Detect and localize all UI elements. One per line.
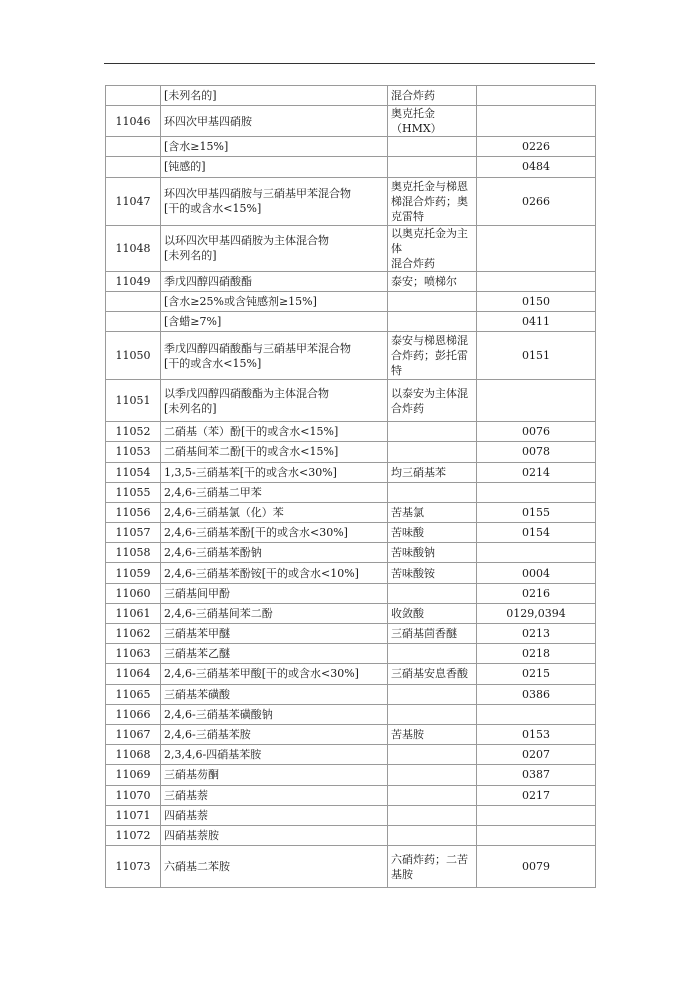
un-number-cell xyxy=(106,137,161,157)
table-row xyxy=(106,745,596,765)
code-cell: 0154 xyxy=(477,523,596,543)
product-name-cell: 以季戊四醇四硝酸酯为主体混合物 [未列名的] xyxy=(161,380,388,422)
un-number-cell: 11062 xyxy=(106,624,161,644)
table-row xyxy=(106,482,596,502)
alias-cell xyxy=(388,684,477,704)
product-name-cell: [含蜡≥7%] xyxy=(161,311,388,331)
code-cell: 0004 xyxy=(477,563,596,583)
un-number-cell: 11061 xyxy=(106,603,161,623)
alias-cell: 均三硝基苯 xyxy=(388,462,477,482)
un-number-cell: 11063 xyxy=(106,644,161,664)
un-number-cell: 11056 xyxy=(106,502,161,522)
product-name-cell: 2,4,6-三硝基氯（化）苯 xyxy=(161,502,388,522)
un-number-cell: 11048 xyxy=(106,225,161,271)
alias-cell: 收敛酸 xyxy=(388,603,477,623)
code-cell: 0217 xyxy=(477,785,596,805)
code-cell xyxy=(477,704,596,724)
code-cell: 0153 xyxy=(477,724,596,744)
alias-cell: 混合炸药 xyxy=(388,86,477,106)
alias-cell xyxy=(388,442,477,462)
un-number-cell: 11066 xyxy=(106,704,161,724)
product-name-cell: 2,4,6-三硝基二甲苯 xyxy=(161,482,388,502)
product-name-cell: [含水≥15%] xyxy=(161,137,388,157)
un-number-cell: 11067 xyxy=(106,724,161,744)
alias-cell xyxy=(388,137,477,157)
dangerous-goods-table xyxy=(105,85,596,888)
product-name-cell: [钝感的] xyxy=(161,157,388,177)
table-row xyxy=(106,704,596,724)
code-cell: 0216 xyxy=(477,583,596,603)
alias-cell: 苦味酸钠 xyxy=(388,543,477,563)
alias-cell xyxy=(388,704,477,724)
un-number-cell: 11058 xyxy=(106,543,161,563)
product-name-cell: 以环四次甲基四硝胺为主体混合物 [未列名的] xyxy=(161,225,388,271)
table-row xyxy=(106,225,596,271)
code-cell: 0129,0394 xyxy=(477,603,596,623)
un-number-cell xyxy=(106,311,161,331)
code-cell: 0207 xyxy=(477,745,596,765)
alias-cell: 苦味酸铵 xyxy=(388,563,477,583)
table-row xyxy=(106,291,596,311)
un-number-cell: 11053 xyxy=(106,442,161,462)
table-row xyxy=(106,380,596,422)
product-name-cell: 季戊四醇四硝酸酯 xyxy=(161,271,388,291)
product-name-cell: 三硝基苯甲醚 xyxy=(161,624,388,644)
alias-cell: 三硝基安息香酸 xyxy=(388,664,477,684)
alias-cell: 苦基胺 xyxy=(388,724,477,744)
product-name-cell: 2,4,6-三硝基苯酚铵[干的或含水<10%] xyxy=(161,563,388,583)
product-name-cell: 2,4,6-三硝基间苯二酚 xyxy=(161,603,388,623)
product-name-cell: 三硝基苯乙醚 xyxy=(161,644,388,664)
header-rule xyxy=(104,63,595,64)
un-number-cell: 11057 xyxy=(106,523,161,543)
un-number-cell: 11060 xyxy=(106,583,161,603)
alias-cell: 苦味酸 xyxy=(388,523,477,543)
alias-cell: 苦基氯 xyxy=(388,502,477,522)
code-cell: 0150 xyxy=(477,291,596,311)
un-number-cell: 11054 xyxy=(106,462,161,482)
code-cell xyxy=(477,825,596,845)
un-number-cell: 11071 xyxy=(106,805,161,825)
alias-cell xyxy=(388,157,477,177)
code-cell xyxy=(477,805,596,825)
un-number-cell: 11046 xyxy=(106,106,161,137)
table-row xyxy=(106,332,596,380)
table-row xyxy=(106,157,596,177)
table-row xyxy=(106,311,596,331)
alias-cell: 泰安与梯恩梯混合炸药；彭托雷特 xyxy=(388,332,477,380)
table-row xyxy=(106,422,596,442)
table-row xyxy=(106,106,596,137)
product-name-cell: 2,4,6-三硝基苯酚[干的或含水<30%] xyxy=(161,523,388,543)
alias-cell xyxy=(388,785,477,805)
un-number-cell: 11065 xyxy=(106,684,161,704)
product-name-cell: 环四次甲基四硝胺与三硝基甲苯混合物 [干的或含水<15%] xyxy=(161,177,388,225)
un-number-cell: 11064 xyxy=(106,664,161,684)
un-number-cell: 11059 xyxy=(106,563,161,583)
product-name-cell: 1,3,5-三硝基苯[干的或含水<30%] xyxy=(161,462,388,482)
code-cell: 0079 xyxy=(477,846,596,888)
alias-cell xyxy=(388,422,477,442)
alias-cell xyxy=(388,825,477,845)
product-name-cell: 2,4,6-三硝基苯甲酸[干的或含水<30%] xyxy=(161,664,388,684)
un-number-cell: 11049 xyxy=(106,271,161,291)
un-number-cell: 11047 xyxy=(106,177,161,225)
table-row xyxy=(106,462,596,482)
code-cell xyxy=(477,543,596,563)
alias-cell: 奥克托金与梯恩梯混合炸药；奥克雷特 xyxy=(388,177,477,225)
product-name-cell: [含水≥25%或含钝感剂≥15%] xyxy=(161,291,388,311)
alias-cell: 泰安；喷梯尔 xyxy=(388,271,477,291)
un-number-cell: 11052 xyxy=(106,422,161,442)
product-name-cell: 二硝基（苯）酚[干的或含水<15%] xyxy=(161,422,388,442)
table-row xyxy=(106,137,596,157)
alias-cell xyxy=(388,311,477,331)
code-cell xyxy=(477,271,596,291)
product-name-cell: 季戊四醇四硝酸酯与三硝基甲苯混合物 [干的或含水<15%] xyxy=(161,332,388,380)
table-row xyxy=(106,86,596,106)
table-row xyxy=(106,624,596,644)
un-number-cell: 11055 xyxy=(106,482,161,502)
product-name-cell: 2,4,6-三硝基苯胺 xyxy=(161,724,388,744)
code-cell: 0078 xyxy=(477,442,596,462)
alias-cell xyxy=(388,644,477,664)
code-cell: 0076 xyxy=(477,422,596,442)
alias-cell: 以奥克托金为主体 混合炸药 xyxy=(388,225,477,271)
table-row xyxy=(106,523,596,543)
table-row xyxy=(106,724,596,744)
code-cell: 0484 xyxy=(477,157,596,177)
table-row xyxy=(106,765,596,785)
code-cell: 0214 xyxy=(477,462,596,482)
code-cell: 0218 xyxy=(477,644,596,664)
code-cell xyxy=(477,380,596,422)
product-name-cell: 2,4,6-三硝基苯磺酸钠 xyxy=(161,704,388,724)
alias-cell xyxy=(388,805,477,825)
code-cell: 0386 xyxy=(477,684,596,704)
alias-cell xyxy=(388,765,477,785)
table-row xyxy=(106,846,596,888)
product-name-cell: 2,4,6-三硝基苯酚钠 xyxy=(161,543,388,563)
alias-cell: 以泰安为主体混合炸药 xyxy=(388,380,477,422)
product-name-cell: 四硝基萘 xyxy=(161,805,388,825)
alias-cell: 三硝基茴香醚 xyxy=(388,624,477,644)
table-row xyxy=(106,805,596,825)
table-row xyxy=(106,684,596,704)
table-row xyxy=(106,271,596,291)
code-cell xyxy=(477,225,596,271)
code-cell: 0411 xyxy=(477,311,596,331)
table-row xyxy=(106,785,596,805)
table-row xyxy=(106,543,596,563)
alias-cell xyxy=(388,745,477,765)
code-cell: 0155 xyxy=(477,502,596,522)
un-number-cell xyxy=(106,291,161,311)
product-name-cell: [未列名的] xyxy=(161,86,388,106)
product-name-cell: 三硝基间甲酚 xyxy=(161,583,388,603)
product-name-cell: 环四次甲基四硝胺 xyxy=(161,106,388,137)
table-row xyxy=(106,644,596,664)
table-row xyxy=(106,583,596,603)
code-cell xyxy=(477,482,596,502)
alias-cell: 六硝炸药；二苦基胺 xyxy=(388,846,477,888)
alias-cell xyxy=(388,291,477,311)
table-row xyxy=(106,177,596,225)
table-row xyxy=(106,563,596,583)
product-name-cell: 三硝基萘 xyxy=(161,785,388,805)
product-name-cell: 三硝基芴酮 xyxy=(161,765,388,785)
table-row xyxy=(106,603,596,623)
un-number-cell: 11072 xyxy=(106,825,161,845)
product-name-cell: 2,3,4,6-四硝基苯胺 xyxy=(161,745,388,765)
alias-cell: 奥克托金（HMX） xyxy=(388,106,477,137)
code-cell xyxy=(477,86,596,106)
un-number-cell: 11070 xyxy=(106,785,161,805)
code-cell xyxy=(477,106,596,137)
un-number-cell xyxy=(106,86,161,106)
product-name-cell: 三硝基苯磺酸 xyxy=(161,684,388,704)
un-number-cell: 11069 xyxy=(106,765,161,785)
product-name-cell: 二硝基间苯二酚[干的或含水<15%] xyxy=(161,442,388,462)
alias-cell xyxy=(388,583,477,603)
code-cell: 0213 xyxy=(477,624,596,644)
table-row xyxy=(106,664,596,684)
un-number-cell: 11050 xyxy=(106,332,161,380)
un-number-cell: 11068 xyxy=(106,745,161,765)
product-name-cell: 四硝基萘胺 xyxy=(161,825,388,845)
un-number-cell xyxy=(106,157,161,177)
code-cell: 0215 xyxy=(477,664,596,684)
code-cell: 0266 xyxy=(477,177,596,225)
code-cell: 0387 xyxy=(477,765,596,785)
un-number-cell: 11073 xyxy=(106,846,161,888)
table-row xyxy=(106,502,596,522)
product-name-cell: 六硝基二苯胺 xyxy=(161,846,388,888)
code-cell: 0226 xyxy=(477,137,596,157)
alias-cell xyxy=(388,482,477,502)
table-row xyxy=(106,825,596,845)
table-row xyxy=(106,442,596,462)
un-number-cell: 11051 xyxy=(106,380,161,422)
code-cell: 0151 xyxy=(477,332,596,380)
